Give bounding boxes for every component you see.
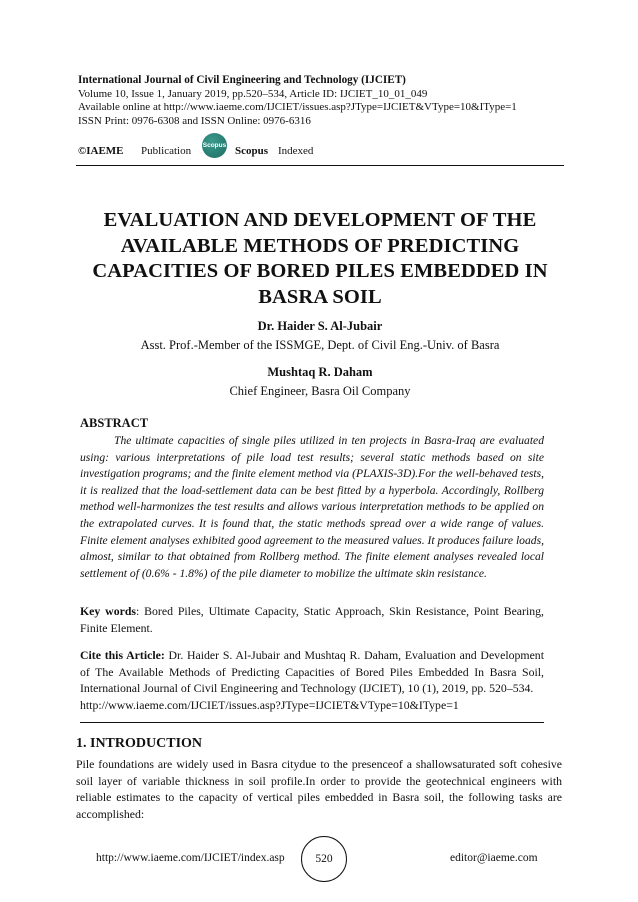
keywords-text: : Bored Piles, Ultimate Capacity, Static Approach, Skin Resistance, Point Bearing, Finite Element. (80, 604, 545, 635)
indexed-word: Indexed (278, 145, 314, 157)
header-divider (76, 165, 564, 166)
keywords (80, 603, 544, 636)
introduction-paragraph: Pile foundations are widely used in Basra citydue to the presenceof a shallowsaturated soft cohesive soil layer of variable thickness in soil profile.In order to provide the geotechnical engineers with reliable estimates to the capacity of vertical piles embedded in Basra soil, the following tasks are accomplished: (76, 757, 562, 821)
author-name: Dr. Haider S. Al-Jubair (257, 319, 383, 333)
volume-line: Volume 10, Issue 1, January 2019, pp.520–534, Article ID: IJCIET_10_01_049 (78, 87, 428, 100)
cite-url-link[interactable]: http://www.iaeme.com/IJCIET/issues.asp?JType=IJCIET&VType=10&IType=1 (80, 697, 459, 712)
cite-divider (80, 722, 544, 723)
introduction-text (76, 756, 562, 822)
abstract-heading: ABSTRACT (80, 416, 149, 430)
footer-email-link[interactable]: editor@iaeme.com (450, 852, 538, 864)
cite-label: Cite this Article: (80, 648, 165, 662)
title-line: AVAILABLE METHODS OF PREDICTING (120, 234, 520, 257)
cite-this-article (80, 647, 544, 713)
issn-line: ISSN Print: 0976-6308 and ISSN Online: 0976-6316 (78, 114, 311, 127)
journal-header (78, 74, 548, 128)
publisher-row (78, 139, 558, 163)
publisher-name: ©IAEME (78, 145, 124, 157)
cite-text: Dr. Haider S. Al-Jubair and Mushtaq R. Daham, Evaluation and Development of The Available Methods of Predicting Capacities of Bored Piles Embedded In Basra Soil, International Journal of Civil Engineering and Technology (IJCIET), 10 (1), 2019, pp. 520–534. (80, 648, 544, 696)
page-number: 520 (315, 853, 333, 865)
abstract-paragraph: The ultimate capacities of single piles utilized in ten projects in Basra-Iraq are evaluated using: various interpretations of pile load test results; several static methods based on site investigation programs; and the finite element method via (PLAXIS-3D).For the well-behaved tests, it is realized that the load-settlement data can be best fitted by a hyperbola. Accordingly, Rollberg method well-harmonizes the test results and allows various interpretation methods to be applied on the extrapolated curves. It is found that, the static methods spread over a wide range of values. Finite element analyses exhibited good agreement to the measured values. It produces failure loads, almost, similar to that obtained from Rollberg method. The finite element analyses revealed local settlement of (0.6% - 1.8%) of the pile diameter to mobilize the ultimate skin resistance. (80, 434, 544, 580)
footer-journal-link[interactable]: http://www.iaeme.com/IJCIET/index.asp (96, 852, 285, 864)
author-affiliation: Asst. Prof.-Member of the ISSMGE, Dept. of Civil Eng.-Univ. of Basra (140, 338, 500, 352)
keywords-label: Key words (80, 604, 136, 618)
author-affiliation: Chief Engineer, Basra Oil Company (229, 384, 411, 398)
abstract-text (80, 433, 544, 582)
title-line: EVALUATION AND DEVELOPMENT OF THE (103, 209, 537, 231)
title-line: BASRA SOIL (258, 285, 382, 308)
page-number-badge (301, 836, 347, 882)
journal-title: International Journal of Civil Engineering and Technology (IJCIET) (78, 74, 406, 86)
introduction-heading: 1. INTRODUCTION (76, 736, 203, 751)
paper-title (60, 208, 580, 310)
publication-word: Publication (141, 145, 192, 157)
title-line: CAPACITIES OF BORED PILES EMBEDDED IN (92, 260, 548, 282)
author-name: Mushtaq R. Daham (267, 365, 373, 379)
scopus-logo-icon: Scopus (202, 133, 227, 158)
available-online-line: Available online at http://www.iaeme.com/IJCIET/issues.asp?JType=IJCIET&VType=10&IType=1 (78, 101, 517, 114)
scopus-word: Scopus (235, 145, 269, 157)
